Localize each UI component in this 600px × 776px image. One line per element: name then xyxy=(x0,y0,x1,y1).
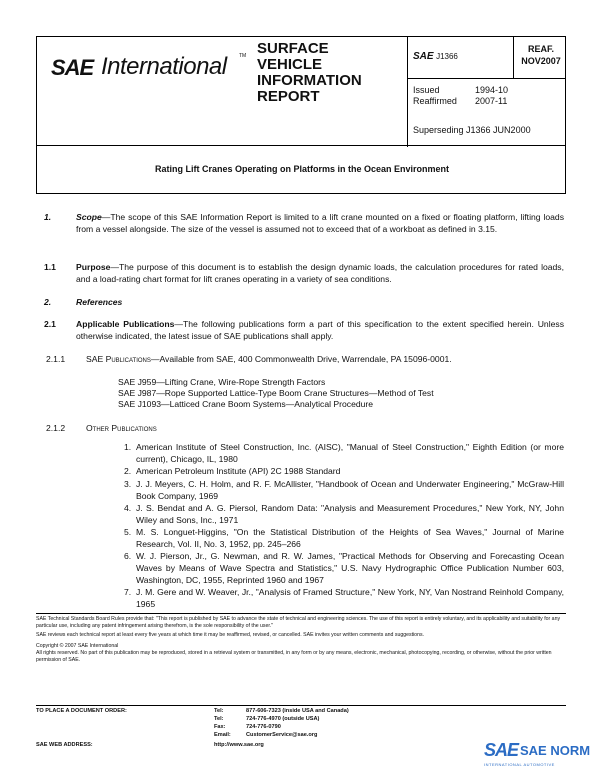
watermark-sae-logo: SAE xyxy=(484,740,519,760)
email-label: Email: xyxy=(214,732,231,738)
tel2-label: Tel: xyxy=(214,716,224,722)
report-type-line: SURFACE xyxy=(257,40,329,57)
section-text xyxy=(76,296,564,308)
section-number: 2.1.1 xyxy=(46,354,66,364)
header-divider xyxy=(407,78,566,79)
list-item-number: 6. xyxy=(124,551,132,561)
logo-trademark: TM xyxy=(239,53,247,59)
header-divider xyxy=(407,37,408,147)
list-item-number: 3. xyxy=(124,479,132,489)
order-label: TO PLACE A DOCUMENT ORDER: xyxy=(36,708,127,714)
report-type-line: REPORT xyxy=(257,88,320,105)
list-item-text: American Petroleum Institute (API) 2C 1988 Standard xyxy=(136,466,341,476)
section-body: —The following publications form a part of this specification to the extent specified herein. Unless otherwise indicated, the latest issue of SAE publications shall apply. xyxy=(76,319,564,341)
list-item-number: 2. xyxy=(124,466,132,476)
sae-reference-list xyxy=(118,377,558,410)
section-heading: Purpose xyxy=(76,262,111,272)
list-item-number: 4. xyxy=(124,503,132,513)
section-body: —The purpose of this document is to establish the design dynamic loads, the calculation procedures for rated loads, and a load-rating chart format for lift cranes operating in a variety of sea conditions. xyxy=(76,262,564,284)
footer-copyright: Copyright © 2007 SAE International xyxy=(36,643,119,649)
web-label: SAE WEB ADDRESS: xyxy=(36,742,93,748)
reaffirmation-status xyxy=(515,43,567,67)
section-heading: Other Publications xyxy=(86,423,157,433)
watermark-norm-text: SAE NORM xyxy=(520,743,591,758)
section-heading: Scope xyxy=(76,212,102,222)
footer-divider xyxy=(36,705,566,706)
doc-code-number: J1366 xyxy=(436,52,458,61)
list-item-number: 7. xyxy=(124,587,132,597)
reaf-label: REAF. xyxy=(527,44,554,54)
section-text xyxy=(76,211,564,235)
superseding-note: Superseding J1366 JUN2000 xyxy=(413,125,531,135)
section-number: 2.1.2 xyxy=(46,423,66,433)
list-item: SAE J987—Rope Supported Lattice-Type Boom Crane Structures—Method of Test xyxy=(118,388,434,398)
list-item-number: 1. xyxy=(124,442,132,452)
list-item-text: American Institute of Steel Construction, Inc. (AISC), "Manual of Steel Construction," Eighth Edition (or more current), Chicago, IL, 1980 xyxy=(136,442,564,464)
list-item-text: J. M. Gere and W. Weaver, Jr., "Analysis of Framed Structure," New York, NY, Van Nostrand Reinhold Company, 1965 xyxy=(136,587,564,609)
tel-value: 877-606-7323 (inside USA and Canada) xyxy=(246,708,349,714)
section-text xyxy=(76,318,564,342)
doc-code-sae: SAE xyxy=(413,51,434,62)
section-heading: References xyxy=(76,297,123,307)
list-item-text: W. J. Pierson, Jr., G. Newman, and R. W. James, "Practical Methods for Observing and Forecasting Ocean Waves by Means of Wave Spectra and Statistics," U.S. Navy Hydrographic Office Publication Number 603, Washington, DC, 1955, Reprinted 1960 and 1967 xyxy=(136,551,564,585)
report-type-line: INFORMATION xyxy=(257,72,362,89)
tel-label: Tel: xyxy=(214,708,224,714)
section-text xyxy=(76,261,564,285)
contact-values xyxy=(246,707,349,739)
section-number: 2.1 xyxy=(44,319,56,329)
section-number: 2. xyxy=(44,297,52,307)
fax-value: 724-776-0790 xyxy=(246,724,281,730)
section-text xyxy=(86,422,574,434)
section-number: 1. xyxy=(44,212,52,222)
list-item-text: J. J. Meyers, C. H. Holm, and R. F. McAllister, "Handbook of Ocean and Underwater Engineering," McGraw-Hill Book Company, 1969 xyxy=(136,479,564,501)
reaffirmed-value: 2007-11 xyxy=(475,96,508,106)
issue-dates xyxy=(413,85,508,107)
sae-norm-watermark xyxy=(484,740,594,770)
document-header xyxy=(36,36,566,146)
fax-label: Fax: xyxy=(214,724,226,730)
footer-divider xyxy=(36,613,566,614)
section-text xyxy=(86,353,574,365)
report-type-title xyxy=(257,41,407,105)
issued-label: Issued xyxy=(413,85,440,95)
section-heading: SAE Publications xyxy=(86,354,151,364)
footer-rights: All rights reserved. No part of this publication may be reproduced, stored in a retrieval system or transmitted, in any form or by any means, electronic, mechanical, photocopying, recording, or otherwise, without the prior written permission of SAE. xyxy=(36,650,552,663)
document-code xyxy=(413,51,458,62)
list-item-text: J. S. Bendat and A. G. Piersol, Random Data: "Analysis and Measurement Procedures," New York, NY, John Wiley and Sons, Inc., 1971 xyxy=(136,503,564,525)
section-body: —The scope of this SAE Information Report is limited to a lift crane mounted on a fixed or floating platform, lifting loads from a vessel alongside. The size of the vessel is assumed not to exceed that of a workboat as defined in 3.15. xyxy=(76,212,564,234)
footer-rules: SAE Technical Standards Board Rules provide that: "This report is published by SAE to advance the state of technical and engineering sciences. The use of this report is entirely voluntary, and its applicability and suitability for any particular use, including any patent infringement arising therefrom, is the sole responsibility of the user." xyxy=(36,616,561,629)
reaffirmed-label: Reaffirmed xyxy=(413,96,457,106)
logo-international-text: International xyxy=(101,53,227,80)
logo-sae-text: SAE xyxy=(51,55,94,80)
list-item: SAE J959—Lifting Crane, Wire-Rope Strength Factors xyxy=(118,377,326,387)
title-box xyxy=(36,146,566,194)
document-title: Rating Lift Cranes Operating on Platforms in the Ocean Environment xyxy=(154,164,450,174)
section-number: 1.1 xyxy=(44,262,56,272)
section-heading: Applicable Publications xyxy=(76,319,175,329)
reaf-date: NOV2007 xyxy=(521,56,561,66)
tel2-value: 724-776-4970 (outside USA) xyxy=(246,716,320,722)
footer-review: SAE reviews each technical report at least every five years at which time it may be reaffirmed, revised, or cancelled. SAE invites your written comments and suggestions. xyxy=(36,632,424,638)
list-item-text: M. S. Longuet-Higgins, "On the Statistical Distribution of the Heights of Sea Waves," Journal of Marine Research, Vol. II, No. 3, 1952, pp. 245–266 xyxy=(136,527,564,549)
list-item-number: 5. xyxy=(124,527,132,537)
header-divider xyxy=(513,37,514,78)
web-link[interactable]: http://www.sae.org xyxy=(214,742,264,748)
watermark-subtext: INTERNATIONAL AUTOMOTIVE xyxy=(484,762,555,767)
section-body: —Available from SAE, 400 Commonwealth Drive, Warrendale, PA 15096-0001. xyxy=(150,354,452,364)
list-item: SAE J1093—Latticed Crane Boom Systems—Analytical Procedure xyxy=(118,399,374,409)
contact-labels xyxy=(214,707,231,739)
issued-value: 1994-10 xyxy=(475,85,509,95)
sae-international-logo xyxy=(37,37,247,107)
email-link[interactable]: CustomerService@sae.org xyxy=(246,732,318,738)
report-type-line: VEHICLE xyxy=(257,56,323,73)
